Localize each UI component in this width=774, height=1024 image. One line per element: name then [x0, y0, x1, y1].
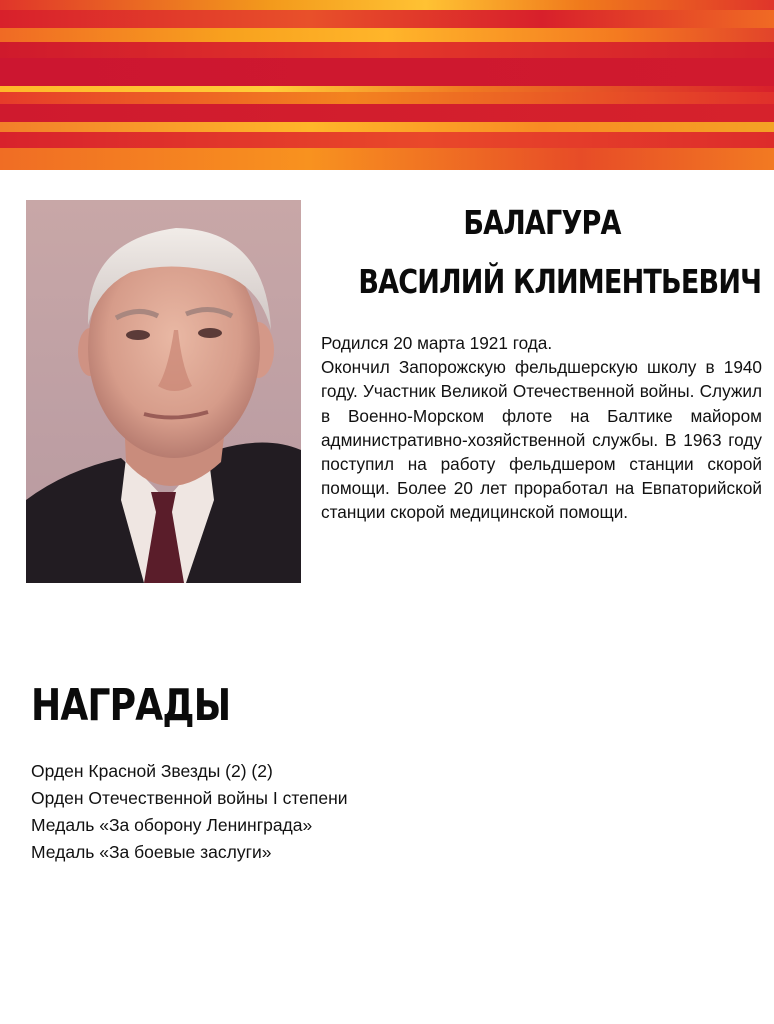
award-item: Медаль «За боевые заслуги» — [31, 842, 272, 862]
portrait-photo — [26, 200, 301, 583]
banner-stripe — [0, 58, 774, 86]
award-item: Орден Отечественной войны I степени — [31, 788, 348, 808]
banner-stripe — [0, 28, 774, 42]
banner-stripe — [0, 132, 774, 148]
awards-heading: НАГРАДЫ — [31, 680, 231, 731]
awards-list — [31, 758, 731, 866]
banner-stripe — [0, 92, 774, 104]
banner-stripe — [0, 104, 774, 122]
bio-birth-line: Родился 20 марта 1921 года. — [321, 333, 553, 353]
banner-stripe — [0, 42, 774, 58]
biography — [321, 331, 762, 525]
person-given-names: ВАСИЛИЙ КЛИМЕНТЬЕВИЧ — [358, 262, 762, 301]
award-item: Орден Красной Звезды (2) (2) — [31, 761, 273, 781]
person-surname: БАЛАГУРА — [463, 203, 621, 242]
banner-stripe — [0, 122, 774, 132]
banner-stripe — [0, 148, 774, 170]
bio-text: Окончил Запорожскую фельдшерскую школу в 1940 году. Участник Великой Отечественной войны. Служил в Военно-Морском флоте на Балтике майором административно-хозяйственной службы. В 1963 году поступил на работу фельдшером станции скорой помощи. Более 20 лет проработал на Евпаторийской станции скорой медицинской помощи. — [321, 357, 762, 523]
header-banner — [0, 0, 774, 170]
award-item: Медаль «За оборону Ленинграда» — [31, 815, 313, 835]
banner-stripe — [0, 10, 774, 28]
banner-stripe — [0, 0, 774, 10]
